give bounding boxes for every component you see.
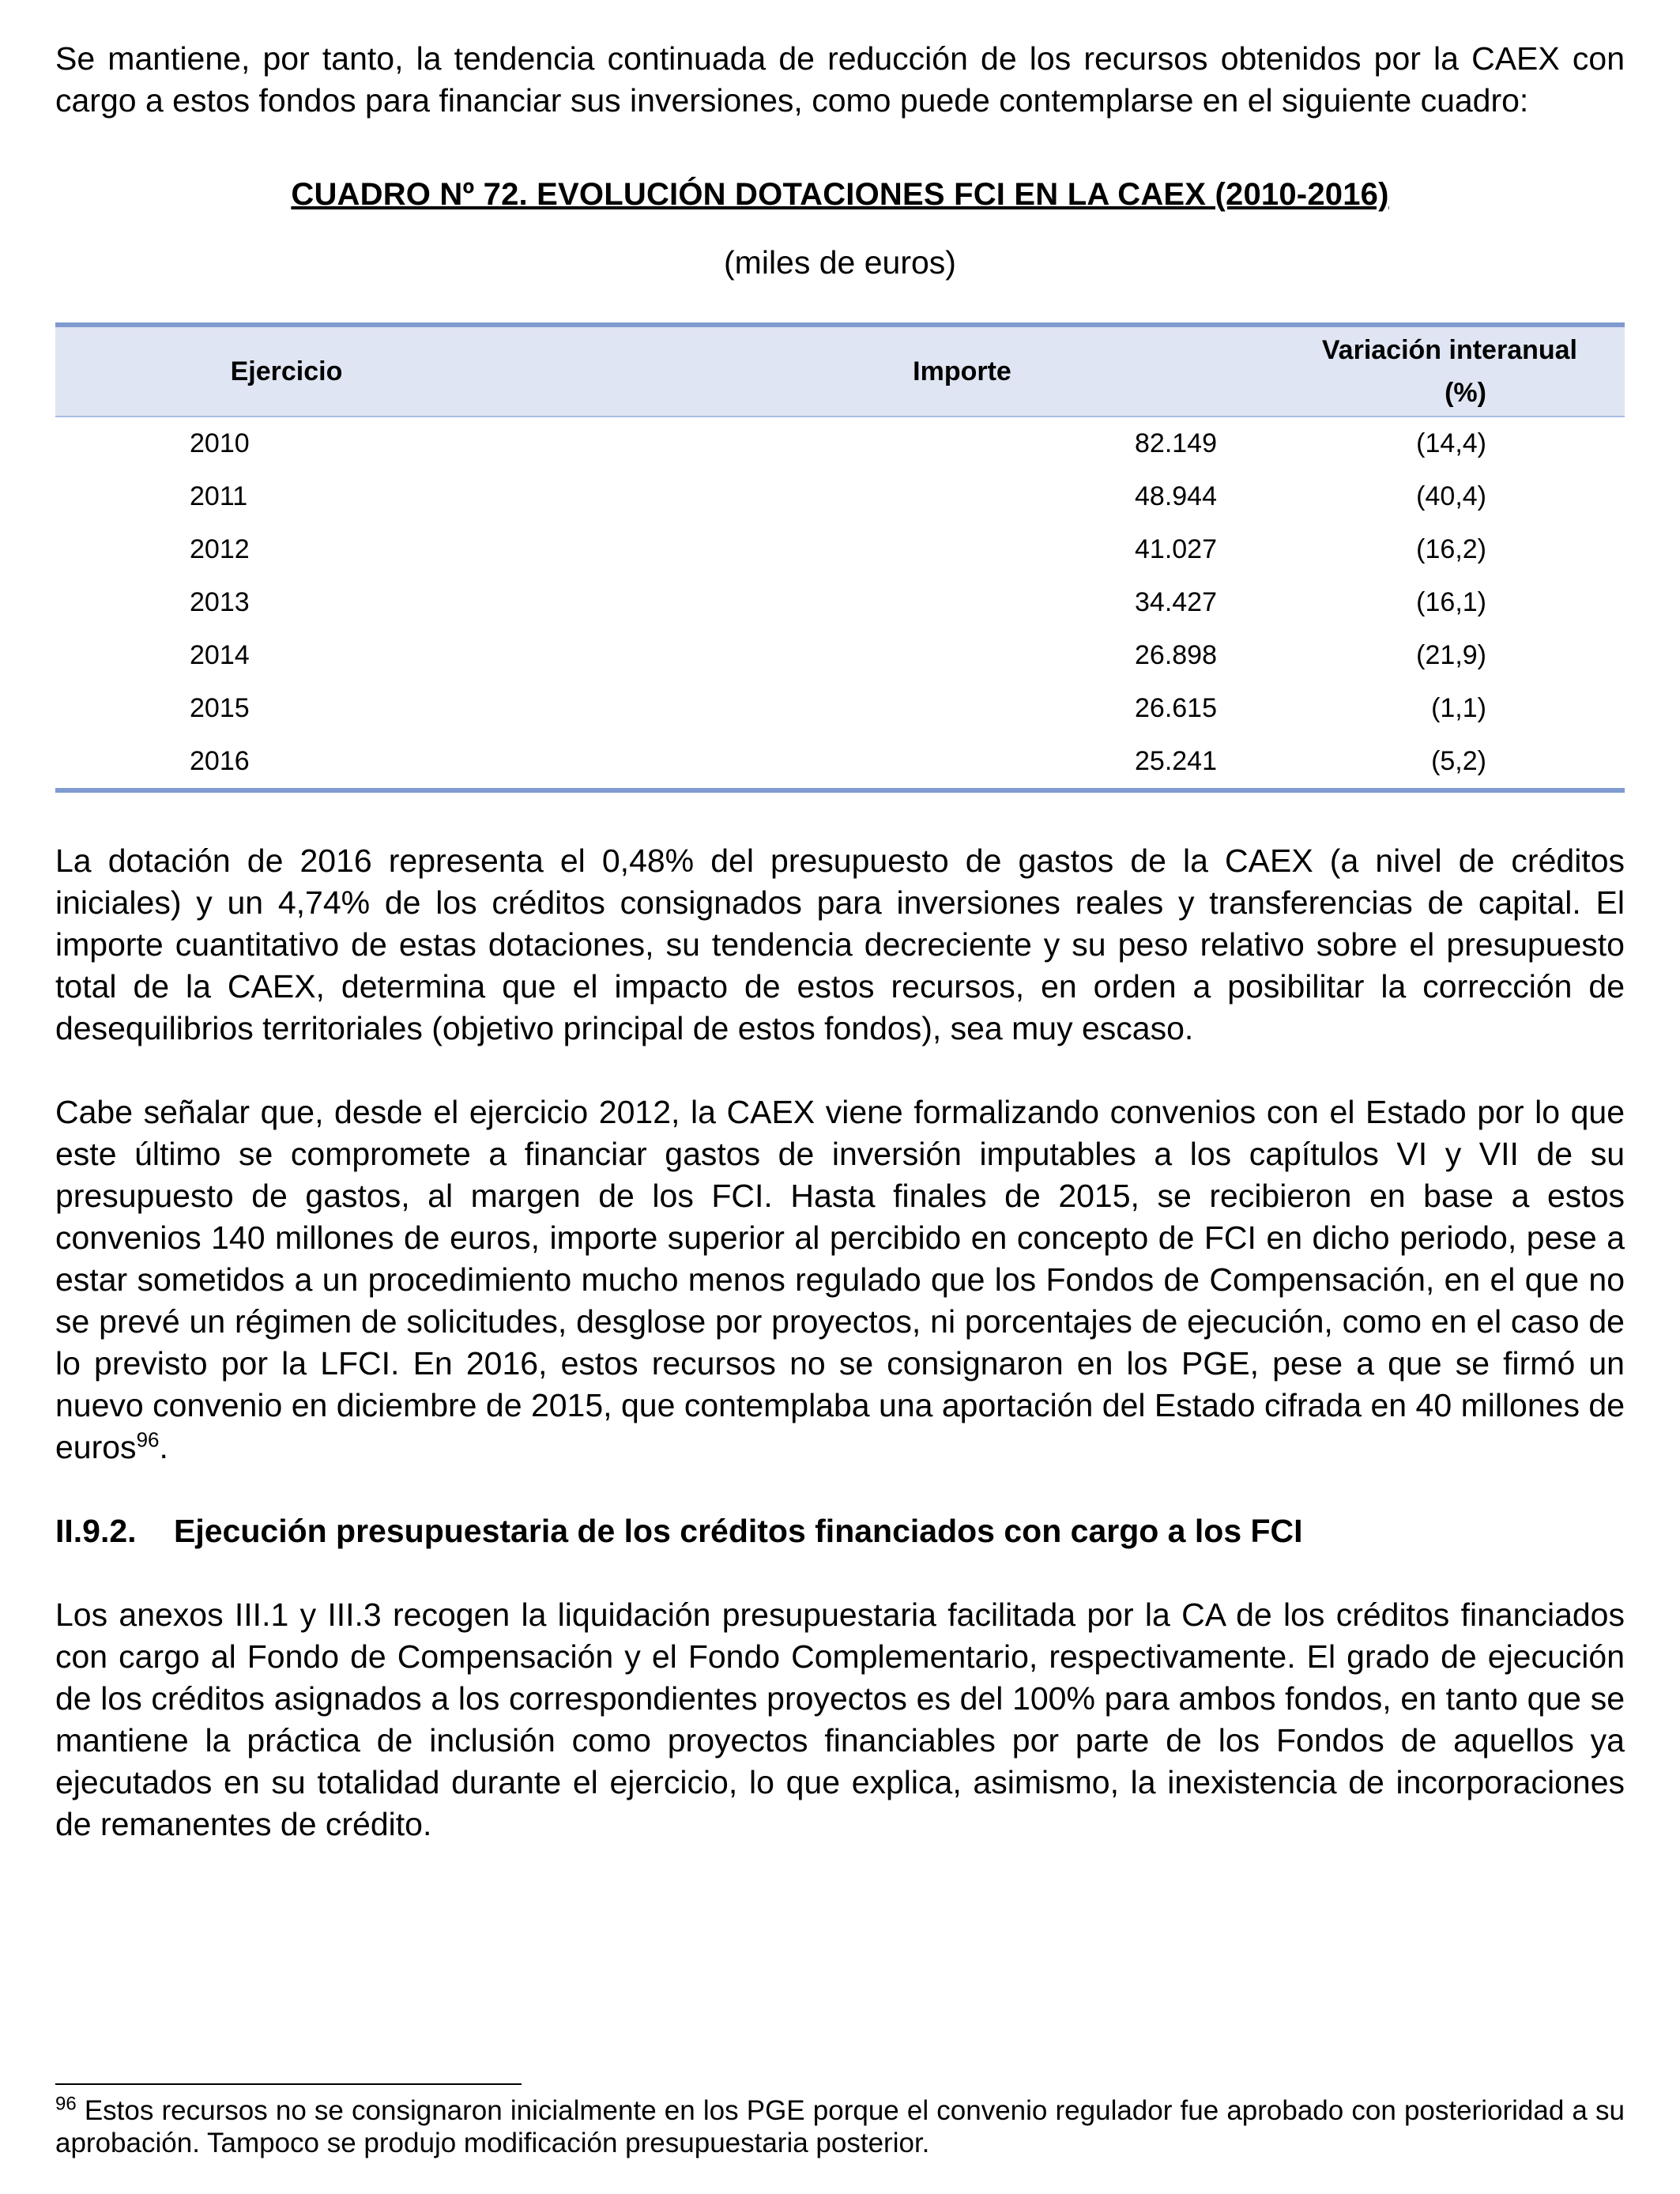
- table-title: CUADRO Nº 72. EVOLUCIÓN DOTACIONES FCI EN LA CAEX (2010-2016): [291, 177, 1389, 212]
- paragraph-convenios: [55, 1091, 1625, 1468]
- paragraph-anexos: Los anexos III.1 y III.3 recogen la liquidación presupuestaria facilitada por la CA de los créditos financiados con cargo al Fondo de Compensación y el Fondo Complementario, respectivamente. El grado de ejecución de los créditos asignados a los correspondientes proyectos es del 100% para ambos fondos, en tanto que se mantiene la práctica de inclusión como proyectos financiables por parte de los Fondos de aquellos ya ejecutados en su totalidad durante el ejercicio, lo que explica, asimismo, la inexistencia de incorporaciones de remanentes de crédito.: [55, 1596, 1625, 1842]
- cell-year: 2012: [190, 534, 250, 564]
- cell-year: 2016: [55, 735, 518, 790]
- table-row: [55, 470, 1625, 523]
- footnote-number: 96: [55, 2093, 77, 2115]
- paragraph-convenios-text: Cabe señalar que, desde el ejercicio 2012, la CAEX viene formalizando convenios con el Estado por lo que este último se compromete a financiar gastos de inversión imputables a los capítulos VI y VII de su presupuesto de gastos, al margen de los FCI. Hasta finales de 2015, se recibieron en base a estos convenios 140 millones de euros, importe superior al percibido en concepto de FCI en dicho periodo, pese a estar sometidos a un procedimiento mucho menos regulado que los Fondos de Compensación, en el que no se prevé un régimen de solicitudes, desglose por proyectos, ni porcentajes de ejecución, como en el caso de lo previsto por la LFCI. En 2016, estos recursos no se consignaron en los PGE, pese a que se firmó un nuevo convenio en diciembre de 2015, que contemplaba una aportación del Estado cifrada en 40 millones de euros: [55, 1094, 1625, 1465]
- section-title: Ejecución presupuestaria de los créditos financiados con cargo a los FCI: [174, 1513, 1303, 1549]
- header-variation-line2: (%): [1445, 378, 1486, 408]
- fci-allocations-table: [55, 322, 1625, 793]
- cell-year: 2011: [190, 481, 248, 511]
- table-row: [55, 523, 1625, 576]
- cell-variation: (1,1): [1431, 693, 1486, 723]
- cell-amount: 25.241: [518, 735, 1241, 790]
- cell-year: 2013: [190, 587, 250, 617]
- cell-amount: 26.898: [1135, 640, 1217, 670]
- cell-variation: (40,4): [1416, 481, 1486, 511]
- cell-amount: 48.944: [1135, 481, 1217, 511]
- header-year: Ejercicio: [55, 325, 518, 417]
- section-number: II.9.2.: [55, 1513, 137, 1549]
- table-header-row: [55, 325, 1625, 417]
- table-row: [55, 629, 1625, 682]
- section-heading: [55, 1510, 1625, 1552]
- cell-year: 2010: [190, 428, 250, 458]
- table-row: [55, 576, 1625, 629]
- table-row: [55, 417, 1625, 470]
- cell-year: 2014: [190, 640, 250, 670]
- cell-variation: (21,9): [1416, 640, 1486, 670]
- cell-variation: (16,2): [1416, 534, 1486, 564]
- cell-amount: 34.427: [1135, 587, 1217, 617]
- intro-paragraph: Se mantiene, por tanto, la tendencia continuada de reducción de los recursos obtenidos por la CAEX con cargo a estos fondos para financiar sus inversiones, como puede contemplarse en el siguiente cuadro:: [55, 40, 1625, 119]
- cell-amount: 41.027: [1135, 534, 1217, 564]
- footnote-text: Estos recursos no se consignaron inicialmente en los PGE porque el convenio regulador fue aprobado con posterioridad a su aprobación. Tampoco se produjo modificación presupuestaria posterior.: [55, 2095, 1625, 2158]
- paragraph-convenios-end: .: [159, 1429, 168, 1465]
- header-variation: [1241, 325, 1625, 417]
- table-subtitle: (miles de euros): [724, 244, 956, 281]
- cell-variation: (14,4): [1416, 428, 1486, 458]
- cell-variation: (16,1): [1416, 587, 1486, 617]
- table-row: [55, 735, 1625, 790]
- footnote-reference: 96: [136, 1427, 160, 1452]
- footnote: [55, 2094, 1625, 2159]
- header-amount: Importe: [518, 325, 1241, 417]
- cell-year: 2015: [190, 693, 250, 723]
- cell-variation: (5,2): [1241, 735, 1625, 790]
- footnote-separator: [55, 2083, 522, 2085]
- paragraph-dotacion: La dotación de 2016 representa el 0,48% del presupuesto de gastos de la CAEX (a nivel de créditos iniciales) y un 4,74% de los créditos consignados para inversiones reales y transferencias de capital. El importe cuantitativo de estas dotaciones, su tendencia decreciente y su peso relativo sobre el presupuesto total de la CAEX, determina que el impacto de estos recursos, en orden a posibilitar la corrección de desequilibrios territoriales (objetivo principal de estos fondos), sea muy escaso.: [55, 843, 1625, 1046]
- header-variation-line1: Variación interanual: [1321, 335, 1577, 365]
- cell-amount: 82.149: [1135, 428, 1217, 458]
- document-page: [55, 38, 1625, 1845]
- table-row: [55, 682, 1625, 735]
- cell-amount: 26.615: [1135, 693, 1217, 723]
